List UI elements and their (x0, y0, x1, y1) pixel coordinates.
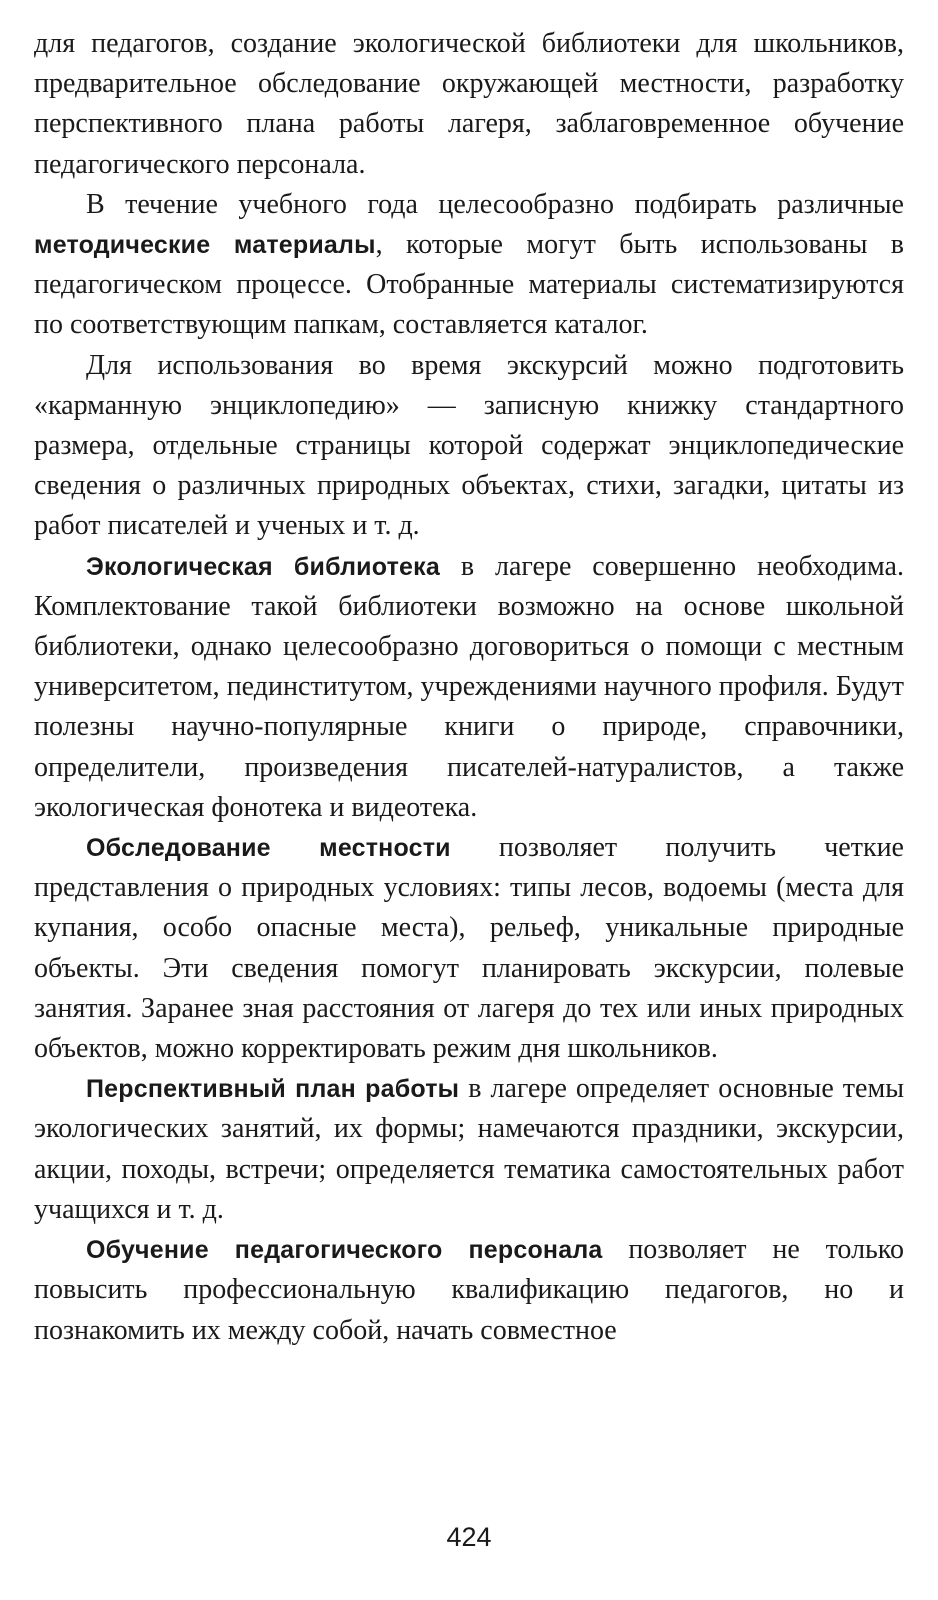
page-number: 424 (446, 1522, 492, 1552)
paragraph-1 (34, 24, 904, 185)
paragraph-6-term: Перспективный план работы (86, 1075, 460, 1104)
paragraph-2-term: методические материалы (34, 231, 376, 260)
paragraph-5-text: позволяет получить четкие представления о природных условиях: типы лесов, водоемы (места для купания, особо опасные места), рельеф, уникальные природные объекты. Эти сведения помогут планировать экскурсии, полевые занятия. Заранее зная расстояния от лагеря до тех или иных природных объектов, можно корректировать режим дня школьников. (34, 832, 904, 1065)
paragraph-4 (34, 547, 904, 828)
paragraph-6-text: в лагере определяет основные темы экологических занятий, их формы; намечаются праздники, экскурсии, акции, походы, встречи; определяется тематика самостоятельных работ учащихся и т. д. (34, 1073, 905, 1225)
paragraph-7-text: позволяет не только повысить профессиональную квалификацию педагогов, но и познакомить их между собой, начать совместное (34, 1234, 904, 1346)
paragraph-3-text: Для использования во время экскурсий можно подготовить «карманную энциклопедию» — записную книжку стандартного размера, отдельные страницы которой содержат энциклопедические сведения о различных природных объектах, стихи, загадки, цитаты из работ писателей и ученых и т. д. (34, 349, 904, 542)
paragraph-7 (34, 1230, 904, 1351)
paragraph-6 (34, 1069, 904, 1230)
paragraph-5-term: Обследование местности (86, 834, 451, 863)
page-body (34, 24, 904, 1351)
paragraph-2-text: , которые могут быть использованы в педагогическом процессе. Отобранные материалы систематизируются по соответствующим папкам, составляется каталог. (34, 229, 904, 341)
paragraph-5 (34, 828, 904, 1069)
paragraph-3 (34, 346, 904, 547)
paragraph-1-text: для педагогов, создание экологической библиотеки для школьников, предварительное обследование окружающей местности, разработку перспективного плана работы лагеря, заблаговременное обучение педагогического персонала. (34, 28, 904, 180)
paragraph-7-term: Обучение педагогического персонала (86, 1236, 603, 1265)
paragraph-4-term: Экологическая библиотека (86, 552, 440, 581)
paragraph-4-text: в лагере совершенно необходима. Комплектование такой библиотеки возможно на основе школьной библиотеки, однако целесообразно договориться о помощи с местным университетом, пединститутом, учреждениями научного профиля. Будут полезны научно-популярные книги о природе, справочники, определители, произведения писателей-натуралистов, а также экологическая фонотека и видеотека. (34, 550, 904, 823)
paragraph-2-pre: В течение учебного года целесообразно подбирать различные (86, 188, 904, 220)
paragraph-2 (34, 185, 904, 346)
